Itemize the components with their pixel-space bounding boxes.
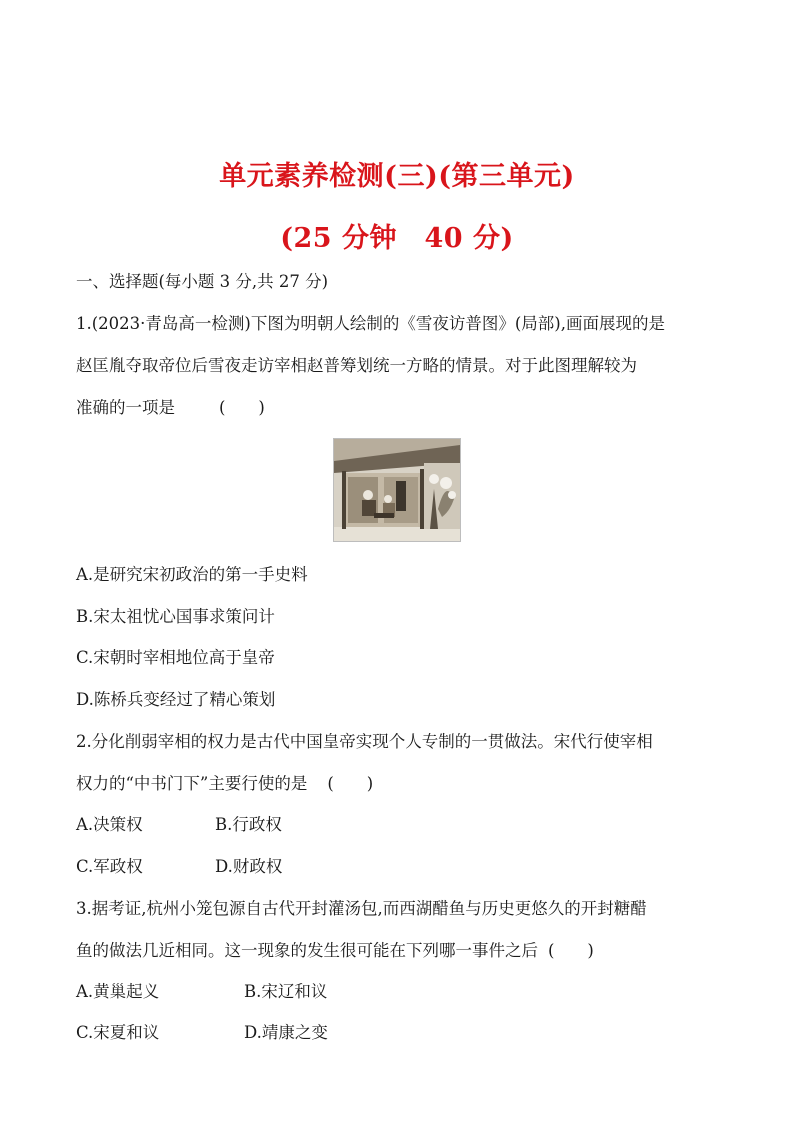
option-d: D.靖康之变 <box>244 1023 328 1042</box>
page-title: 单元素养检测(三)(第三单元) <box>219 161 575 192</box>
option-c: C.宋夏和议 <box>76 1023 160 1042</box>
option-d: D.财政权 <box>215 857 283 876</box>
option-b: B.行政权 <box>215 815 282 834</box>
exam-time-score: (25 分钟 40 分) <box>280 223 514 254</box>
option-c: C.军政权 <box>76 857 143 876</box>
painting-figure <box>333 438 461 542</box>
question-stem-line: 3.据考证,杭州小笼包源自古代开封灌汤包,而西湖醋鱼与历史更悠久的开封糖醋 <box>76 899 647 918</box>
question-stem-line <box>76 773 736 795</box>
answer-blank: ( ) <box>327 774 374 793</box>
question-stem-text: 准确的一项是 <box>76 398 175 417</box>
option-a: A.黄巢起义 <box>76 982 160 1001</box>
question-stem-line: 赵匡胤夺取帝位后雪夜走访宰相赵普筹划统一方略的情景。对于此图理解较为 <box>76 356 637 375</box>
option-d: D.陈桥兵变经过了精心策划 <box>76 690 276 709</box>
option-c: C.宋朝时宰相地位高于皇帝 <box>76 648 275 667</box>
section-heading: 一、选择题(每小题 3 分,共 27 分) <box>76 272 329 291</box>
question-stem-line <box>76 940 736 962</box>
option-b: B.宋辽和议 <box>244 982 328 1001</box>
option-a: A.是研究宋初政治的第一手史料 <box>76 565 308 584</box>
question-stem-line: 1.(2023·青岛高一检测)下图为明朝人绘制的《雪夜访普图》(局部),画面展现的是 <box>76 314 665 333</box>
question-stem-text: 权力的“中书门下”主要行使的是 <box>76 774 308 793</box>
answer-blank: ( ) <box>548 941 594 960</box>
option-a: A.决策权 <box>76 815 143 834</box>
question-stem-line: 2.分化削弱宰相的权力是古代中国皇帝实现个人专制的一贯做法。宋代行使宰相 <box>76 732 653 751</box>
painting-image <box>334 439 460 541</box>
question-stem-text: 鱼的做法几近相同。这一现象的发生很可能在下列哪一事件之后 <box>76 941 538 960</box>
question-stem-line <box>76 397 736 419</box>
option-b: B.宋太祖忧心国事求策问计 <box>76 607 275 626</box>
answer-blank: ( ) <box>219 398 265 417</box>
